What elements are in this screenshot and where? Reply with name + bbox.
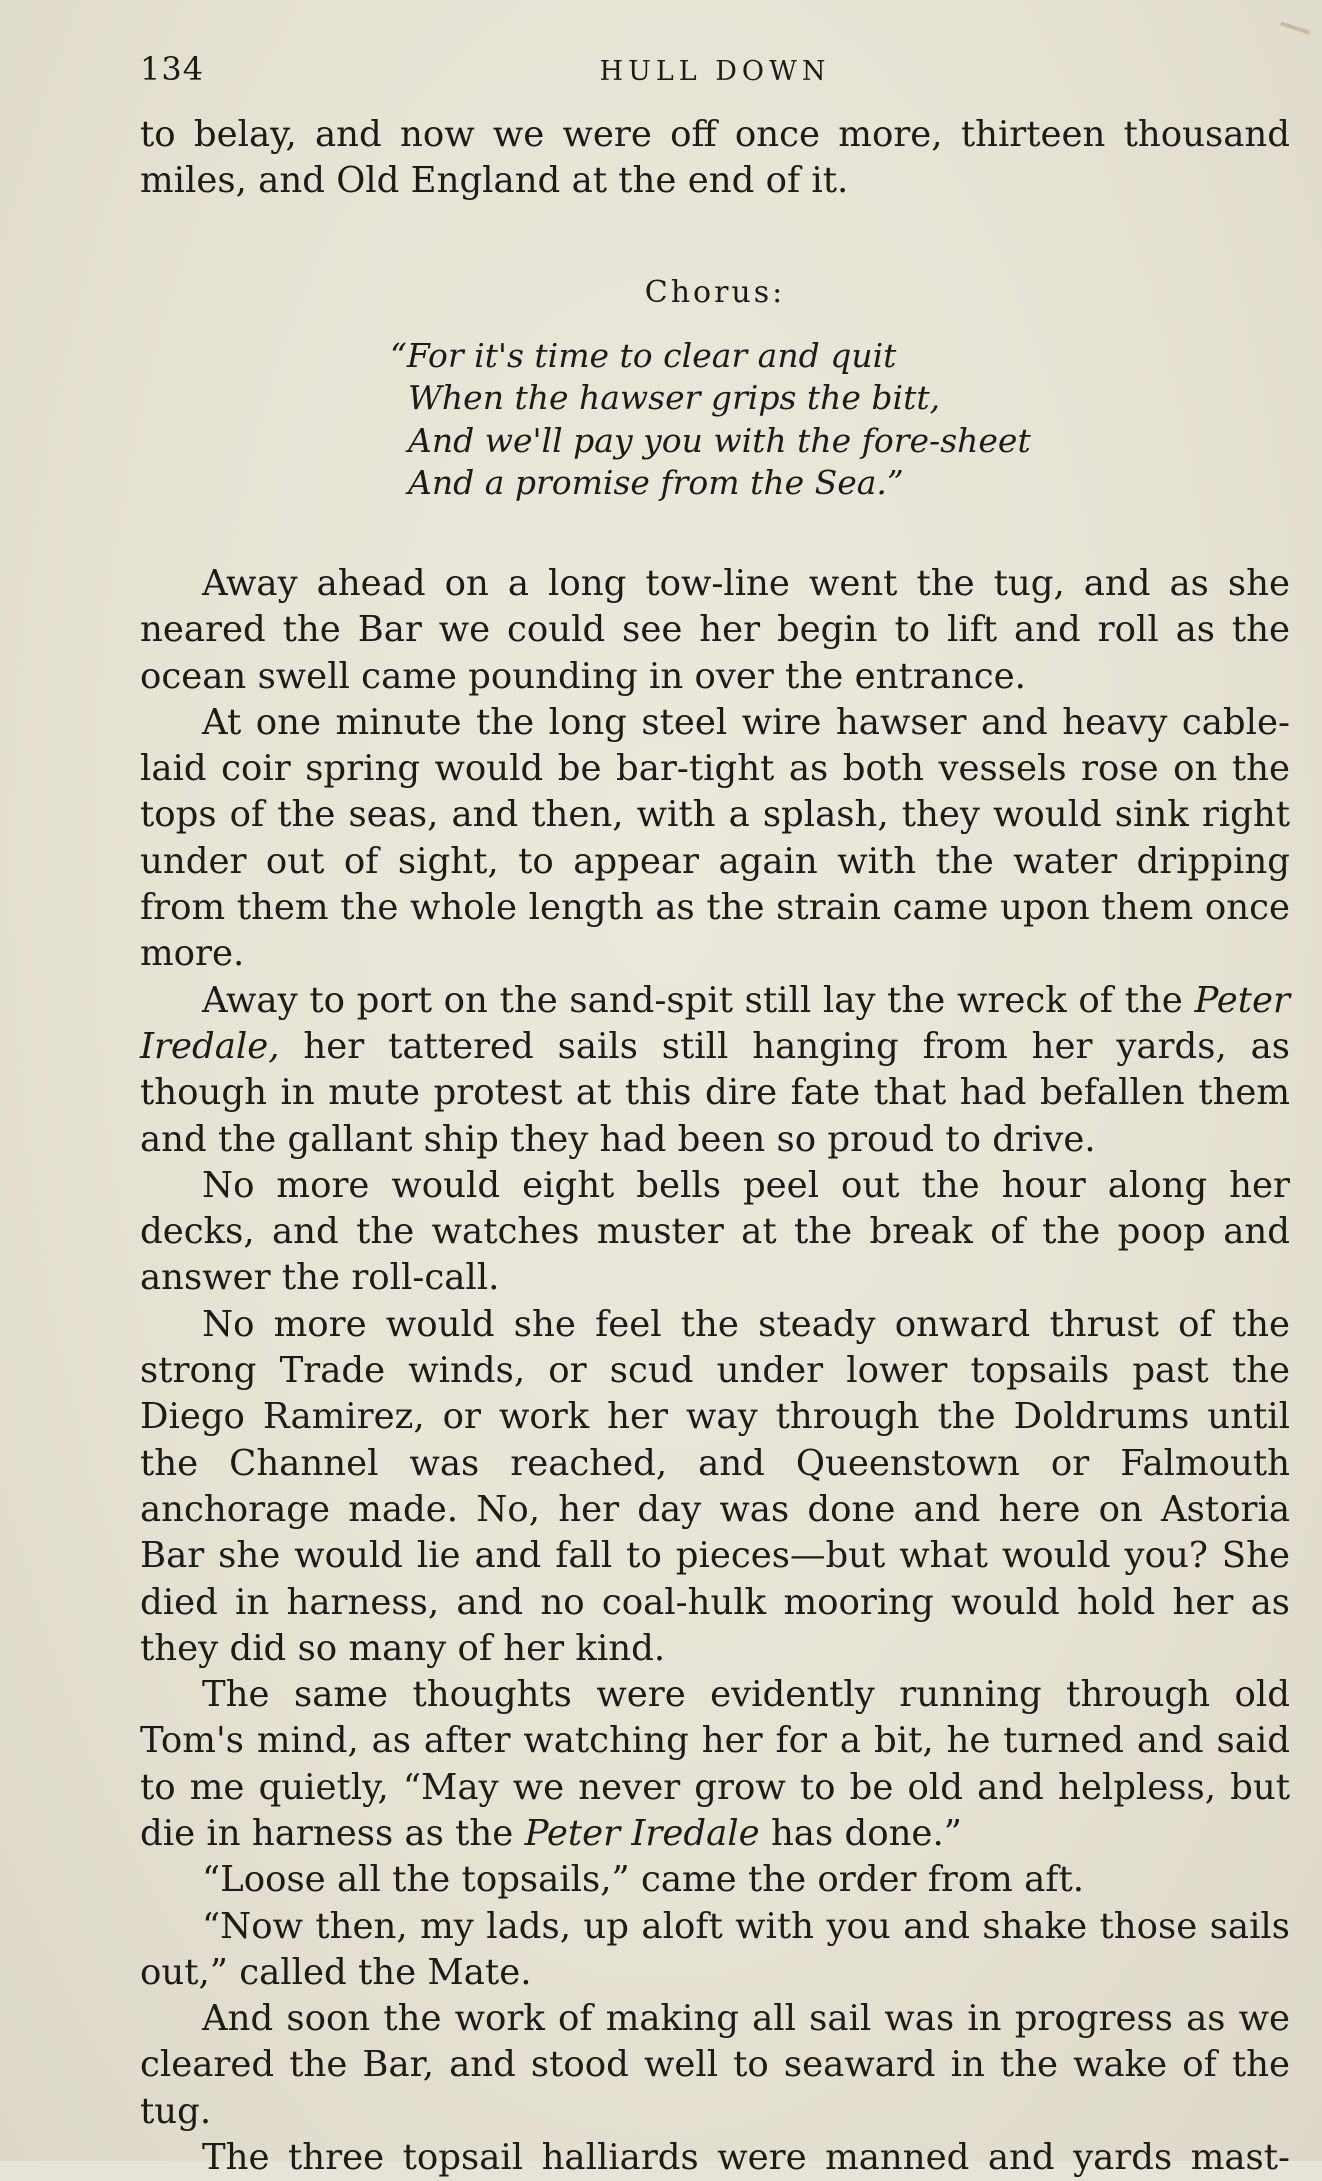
wreck-text-after: her tattered sails still hanging from her yards, as though in mute protest at this dire fate that had befallen them and the gallant ship they had been so proud to drive. xyxy=(140,1025,1290,1160)
chorus-block xyxy=(140,273,1290,505)
tom-text-before: The same thoughts were evidently running through old Tom's mind, as after watching her for a bit, he turned and said to me quietly, “May we never grow to be old and helpless, but die in harness as the xyxy=(140,1674,1290,1854)
ship-name: Peter Iredale, xyxy=(140,979,1290,1067)
chorus-heading: Chorus: xyxy=(644,274,786,310)
wreck-text-before: Away to port on the sand-spit still lay the wreck of the xyxy=(202,979,1195,1021)
running-title: HULL DOWN xyxy=(599,56,831,87)
paragraph-halliards: The three topsail halliards were manned and yards mast- xyxy=(202,2137,1290,2179)
paragraph-order: “Loose all the topsails,” came the order from aft. xyxy=(202,1859,1084,1901)
page-number: 134 xyxy=(140,50,205,88)
chorus-verse xyxy=(140,335,1290,505)
page-header xyxy=(140,50,1290,90)
paragraph-trade-winds: No more would she feel the steady onward thrust of the strong Trade winds, or scud under lower topsails past the Diego Ramirez, or work her way through the Doldrums until the Channel was reached, and Queenstown or Falmouth anchorage made. No, her day was done and here on Astoria Bar she would lie and fall to pieces—but what would you? She died in harness, and no coal-hulk mooring would hold her as they did so many of her kind. xyxy=(140,1303,1290,1669)
opening-paragraph: to belay, and now we were off once more, thirteen thousand miles, and Old England at the end of it. xyxy=(140,114,1290,202)
chorus-line: And we'll pay you with the fore-sheet xyxy=(408,420,1031,460)
paragraph-old-tom xyxy=(140,1672,1290,1857)
chorus-line: When the hawser grips the bitt, xyxy=(408,378,941,418)
tom-text-after: has done.” xyxy=(759,1812,962,1854)
paragraph-wreck xyxy=(140,978,1290,1163)
paragraph-eight-bells: No more would eight bells peel out the hour along her decks, and the watches muster at the break of the poop and answer the roll-call. xyxy=(140,1164,1290,1299)
paragraph-hawser: At one minute the long steel wire hawser and heavy cable-laid coir spring would be bar-tight as both vessels rose on the tops of the seas, and then, with a splash, they would sink right under out of sight, to appear again with the water dripping from them the whole length as the strain came upon them once more. xyxy=(140,701,1290,975)
page-body xyxy=(140,112,1290,2181)
chorus-line: “For it's time to clear and quit xyxy=(390,335,897,375)
paragraph-mate: “Now then, my lads, up aloft with you and shake those sails out,” called the Mate. xyxy=(140,1905,1290,1993)
ship-name: Peter Iredale xyxy=(524,1812,760,1854)
chorus-line: And a promise from the Sea.” xyxy=(408,463,904,503)
page-corner-mark xyxy=(1280,21,1310,34)
paragraph-tug: Away ahead on a long tow-line went the tug, and as she neared the Bar we could see her begin to lift and roll as the ocean swell came pounding in over the entrance. xyxy=(140,562,1290,697)
paragraph-making-sail: And soon the work of making all sail was in progress as we cleared the Bar, and stood well to seaward in the wake of the tug. xyxy=(140,1998,1290,2132)
